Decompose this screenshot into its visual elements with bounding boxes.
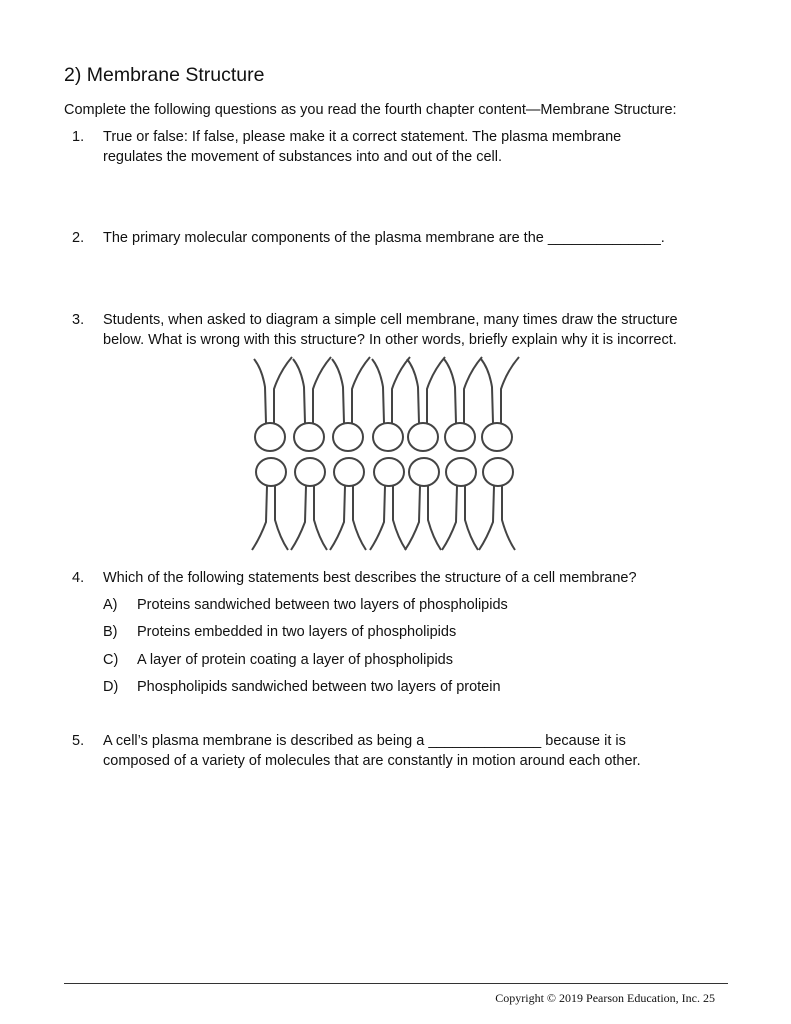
phospholipid-head: [334, 458, 364, 486]
phospholipid-tail: [405, 486, 420, 550]
q1-line: regulates the movement of substances into and out of the cell.: [103, 149, 502, 165]
option-letter: C): [103, 652, 119, 668]
phospholipid-head: [446, 458, 476, 486]
phospholipid-head: [255, 423, 285, 451]
option-letter: A): [103, 597, 118, 613]
q5-number: 5.: [72, 733, 85, 749]
option-text: Phospholipids sandwiched between two layers of protein: [137, 679, 501, 695]
phospholipid-head: [333, 423, 363, 451]
q4-number: 4.: [72, 570, 85, 586]
q3-line: Students, when asked to diagram a simple cell membrane, many times draw the structure: [103, 312, 678, 328]
q1-line: True or false: If false, please make it a correct statement. The plasma membrane: [103, 129, 622, 145]
phospholipid-tail: [353, 486, 366, 550]
phospholipid-tail: [392, 357, 410, 423]
phospholipid-tail: [275, 486, 288, 550]
option-b: [103, 622, 456, 642]
phospholipid-head: [295, 458, 325, 486]
phospholipid-tail: [254, 359, 266, 423]
q5-line: composed of a variety of molecules that are constantly in motion around each other.: [103, 753, 641, 769]
phospholipid-tail: [252, 486, 267, 550]
phospholipid-tail: [442, 486, 457, 550]
option-letter: B): [103, 624, 118, 640]
phospholipid-tail: [293, 359, 305, 423]
phospholipid-head: [409, 458, 439, 486]
phospholipid-head: [294, 423, 324, 451]
intro-text: Complete the following questions as you read the fourth chapter content—Membrane Structure:: [64, 102, 677, 118]
option-c: [103, 650, 453, 670]
phospholipid-head: [483, 458, 513, 486]
phospholipid-tail: [465, 486, 478, 550]
phospholipid-head: [408, 423, 438, 451]
phospholipid-tail: [502, 486, 515, 550]
phospholipid-tail: [427, 357, 445, 423]
phospholipid-tail: [313, 357, 331, 423]
phospholipid-tail: [481, 359, 493, 423]
phospholipid-head: [374, 458, 404, 486]
q3-line: below. What is wrong with this structure? In other words, briefly explain why it is incorrect.: [103, 332, 677, 348]
option-text: Proteins sandwiched between two layers of phospholipids: [137, 597, 508, 613]
phospholipid-tail: [291, 486, 306, 550]
phospholipid-tail: [332, 359, 344, 423]
phospholipid-tail: [464, 357, 482, 423]
phospholipid-tail: [407, 359, 419, 423]
footer-divider: [64, 983, 728, 984]
question-4: [103, 568, 743, 588]
section-title: 2) Membrane Structure: [64, 64, 265, 86]
phospholipid-head: [256, 458, 286, 486]
phospholipid-tail: [393, 486, 406, 550]
q1-number: 1.: [72, 129, 85, 145]
option-d: [103, 677, 501, 697]
phospholipid-tail: [444, 359, 456, 423]
option-text: A layer of protein coating a layer of phospholipids: [137, 652, 453, 668]
question-5: [103, 731, 743, 771]
option-letter: D): [103, 679, 119, 695]
q2-line: The primary molecular components of the plasma membrane are the ______________.: [103, 230, 665, 246]
phospholipid-head: [482, 423, 512, 451]
phospholipid-tail: [314, 486, 327, 550]
phospholipid-tail: [428, 486, 441, 550]
copyright-footer: Copyright © 2019 Pearson Education, Inc. 25: [495, 991, 715, 1005]
phospholipid-tail: [330, 486, 345, 550]
option-a: [103, 595, 508, 615]
q4-line: Which of the following statements best describes the structure of a cell membrane?: [103, 570, 637, 586]
phospholipid-tail: [479, 486, 494, 550]
phospholipid-head: [445, 423, 475, 451]
q3-number: 3.: [72, 312, 85, 328]
option-text: Proteins embedded in two layers of phospholipids: [137, 624, 457, 640]
phospholipid-tail: [501, 357, 519, 423]
phospholipid-tail: [372, 359, 384, 423]
phospholipid-tail: [352, 357, 370, 423]
q2-number: 2.: [72, 230, 85, 246]
phospholipid-tail: [274, 357, 292, 423]
q5-line: A cell’s plasma membrane is described as being a ______________ because it is: [103, 733, 626, 749]
phospholipid-head: [373, 423, 403, 451]
phospholipid-tail: [370, 486, 385, 550]
